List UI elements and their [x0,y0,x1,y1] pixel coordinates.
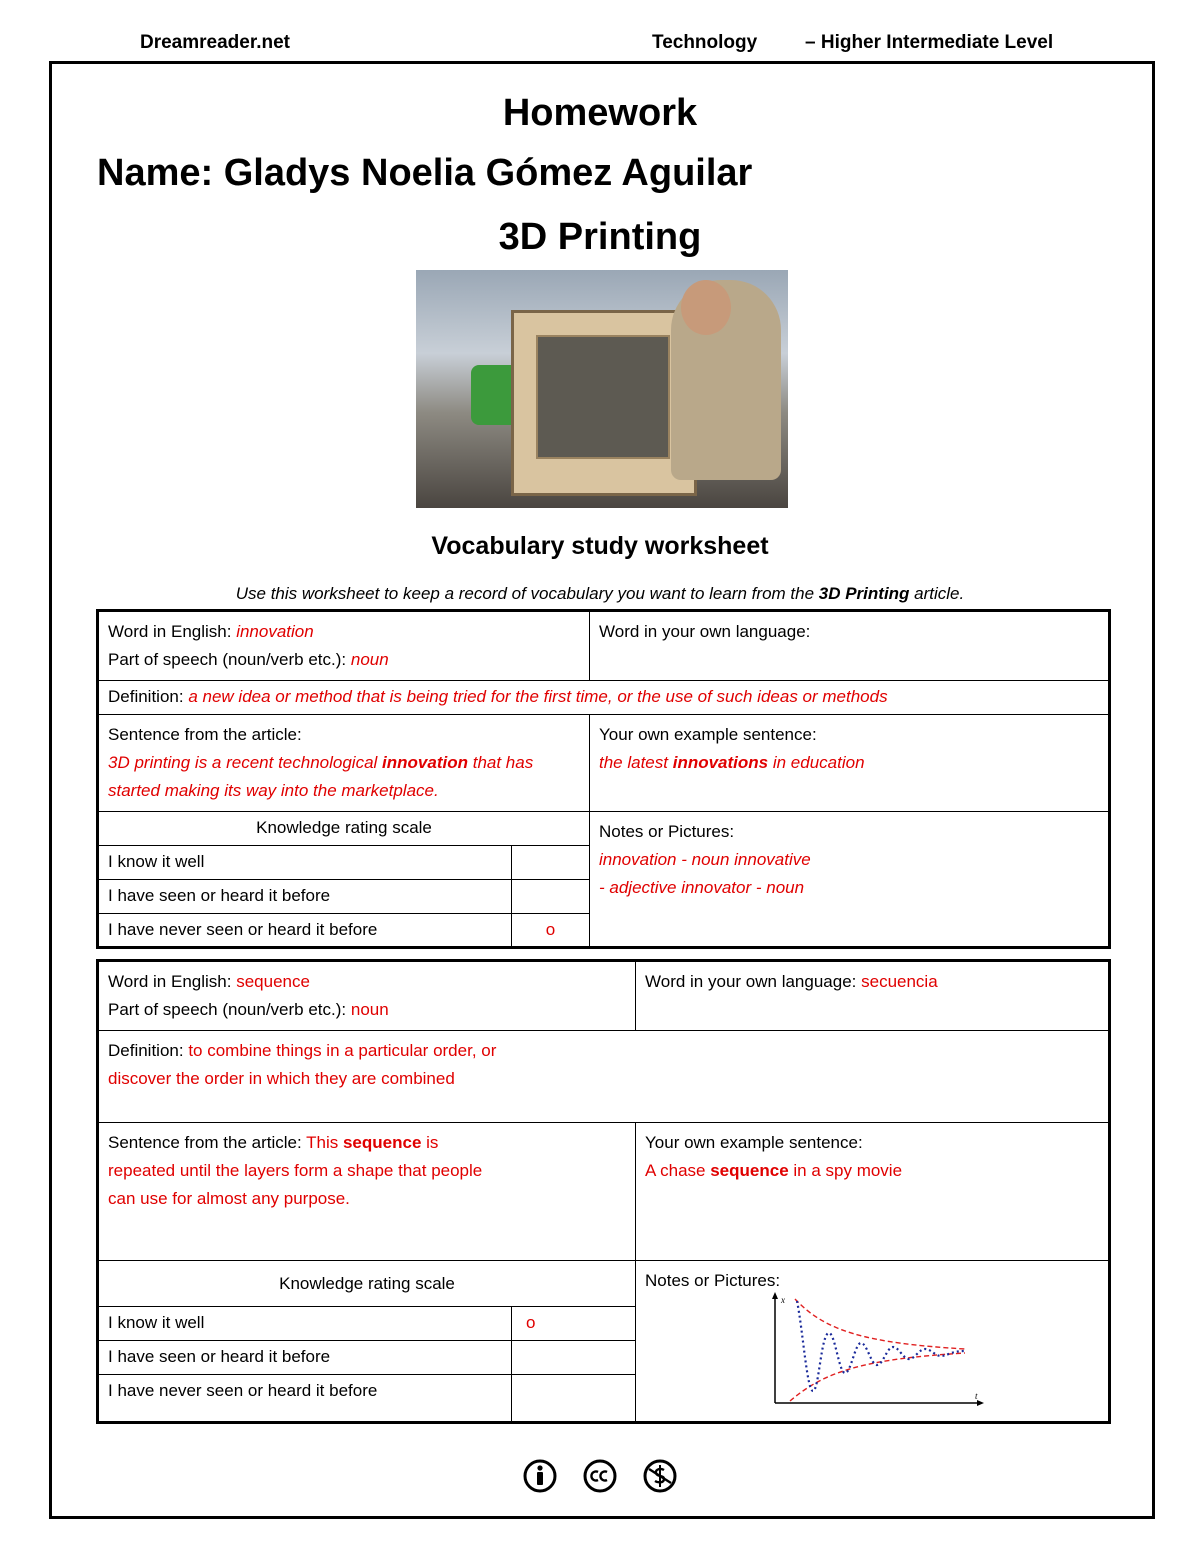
definition-cell: Definition: to combine things in a particular order, or discover the order in which they are combined [98,1031,1110,1123]
creative-commons-icon [582,1458,618,1494]
damped-oscillation-graph [755,1291,985,1411]
word-value: sequence [236,972,310,991]
rating-know-well: I know it well [98,1307,512,1341]
definition-cell: Definition: a new idea or method that is being tried for the first time, or the use of such ideas or methods [98,681,1110,715]
rating-never-seen-mark[interactable]: o [512,914,590,948]
printer-photo [416,270,788,508]
instructions: Use this worksheet to keep a record of vocabulary you want to learn from the 3D Printing article. [235,584,965,603]
rating-seen-before: I have seen or heard it before [98,1341,512,1375]
word-english-cell: Word in English: innovation Part of speech (noun/verb etc.): noun [98,611,590,681]
topic-title: 3D Printing [498,216,702,258]
rating-know-well-mark[interactable]: o [512,1307,636,1341]
site-name: Dreamreader.net [140,32,290,53]
notes-cell: Notes or Pictures: innovation - noun innovative - adjective innovator - noun [590,812,1110,948]
rating-scale-header: Knowledge rating scale [98,1261,636,1307]
rating-scale-header: Knowledge rating scale [98,812,590,846]
rating-seen-before-mark[interactable] [512,880,590,914]
word-value: innovation [236,622,314,641]
definition-value: a new idea or method that is being tried for the first time, or the use of such ideas or methods [188,687,888,706]
own-example-cell: Your own example sentence: A chase sequence in a spy movie [636,1123,1110,1261]
svg-text:x: x [781,1295,785,1305]
vocab-card-1 [96,609,1111,949]
worksheet-title: Vocabulary study worksheet [431,532,769,560]
page-title: Homework [502,92,698,134]
non-commercial-icon [642,1458,678,1494]
rating-seen-before-mark[interactable] [512,1341,636,1375]
notes-cell: Notes or Pictures: x t [636,1261,1110,1423]
sentence-article-cell: Sentence from the article: 3D printing is a recent technological innovation that has started making its way into the marketplace. [98,715,590,812]
rating-never-seen: I have never seen or heard it before [98,914,512,948]
rating-seen-before: I have seen or heard it before [98,880,512,914]
pos-value: noun [350,650,389,669]
pos-value: noun [350,1000,389,1019]
person-head [681,280,731,335]
vocab-card-2 [96,959,1111,1424]
own-language-cell: Word in your own language: secuencia [636,961,1110,1031]
rating-know-well: I know it well [98,846,512,880]
own-language-value: secuencia [861,972,938,991]
definition-value: to combine things in a particular order, or discover the order in which they are combined [108,1041,497,1088]
level-label: – Higher Intermediate Level [805,32,1054,53]
svg-text:t: t [975,1391,978,1401]
word-english-cell: Word in English: sequence Part of speech (noun/verb etc.): noun [98,961,636,1031]
license-icons [0,1458,1200,1499]
subject-label: Technology [652,32,758,53]
printer-box [511,310,697,496]
attribution-icon [522,1458,558,1494]
rating-never-seen-mark[interactable] [512,1375,636,1423]
own-example-cell: Your own example sentence: the latest innovations in education [590,715,1110,812]
sentence-article-cell: Sentence from the article: This sequence is repeated until the layers form a shape that people can use for almost any purpose. [98,1123,636,1261]
student-name: Name: Gladys Noelia Gómez Aguilar [97,152,753,194]
rating-never-seen: I have never seen or heard it before [98,1375,512,1423]
own-language-cell: Word in your own language: [590,611,1110,681]
page-header [0,32,1200,60]
rating-know-well-mark[interactable] [512,846,590,880]
